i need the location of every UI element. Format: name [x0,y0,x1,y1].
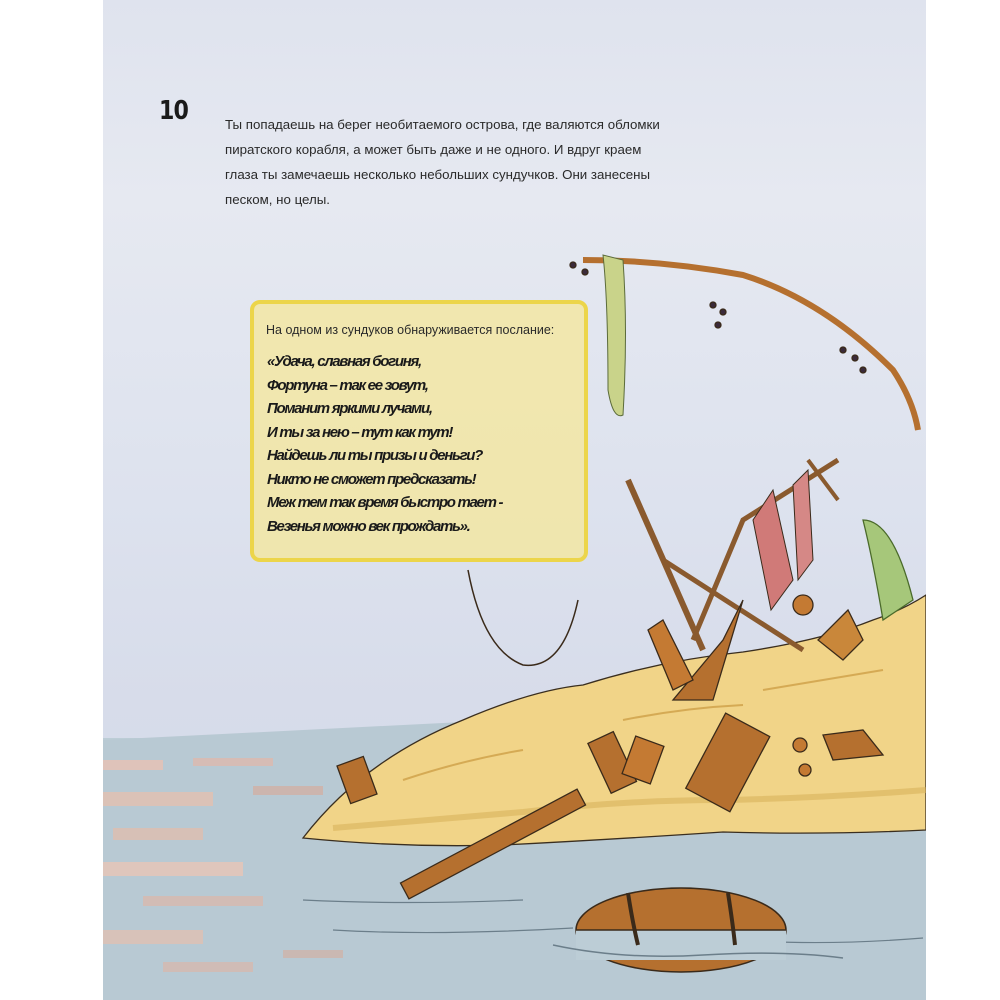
poem-line: Поманит яркими лучами, [267,400,432,417]
poem-line: Везенья можно век прождать». [267,517,470,535]
poem-line: «Удача, славная богиня, [267,353,421,370]
message-intro: На одном из сундуков обнаруживается послание: [266,323,555,337]
poem-line: Никто не сможет предсказать! [267,470,476,488]
poem-line: И ты за нею – тут как тут! [267,423,453,441]
book-page [103,0,926,1000]
poem-line: Меж тем так время быстро тает - [267,494,503,511]
poem-line: Фортуна – так ее зовут, [267,376,428,394]
intro-paragraph: Ты попадаешь на берег необитаемого острова, где валяются обломки пиратского корабля, а может быть даже и не одного. И вдруг краем глаза ты замечаешь несколько небольших сундучков. Они занесены песком, но целы. [225,117,660,207]
poem-line: Найдешь ли ты призы и деньги? [267,447,483,464]
poem [267,350,502,538]
message-box [250,300,588,562]
page-number: 10 [159,96,189,126]
